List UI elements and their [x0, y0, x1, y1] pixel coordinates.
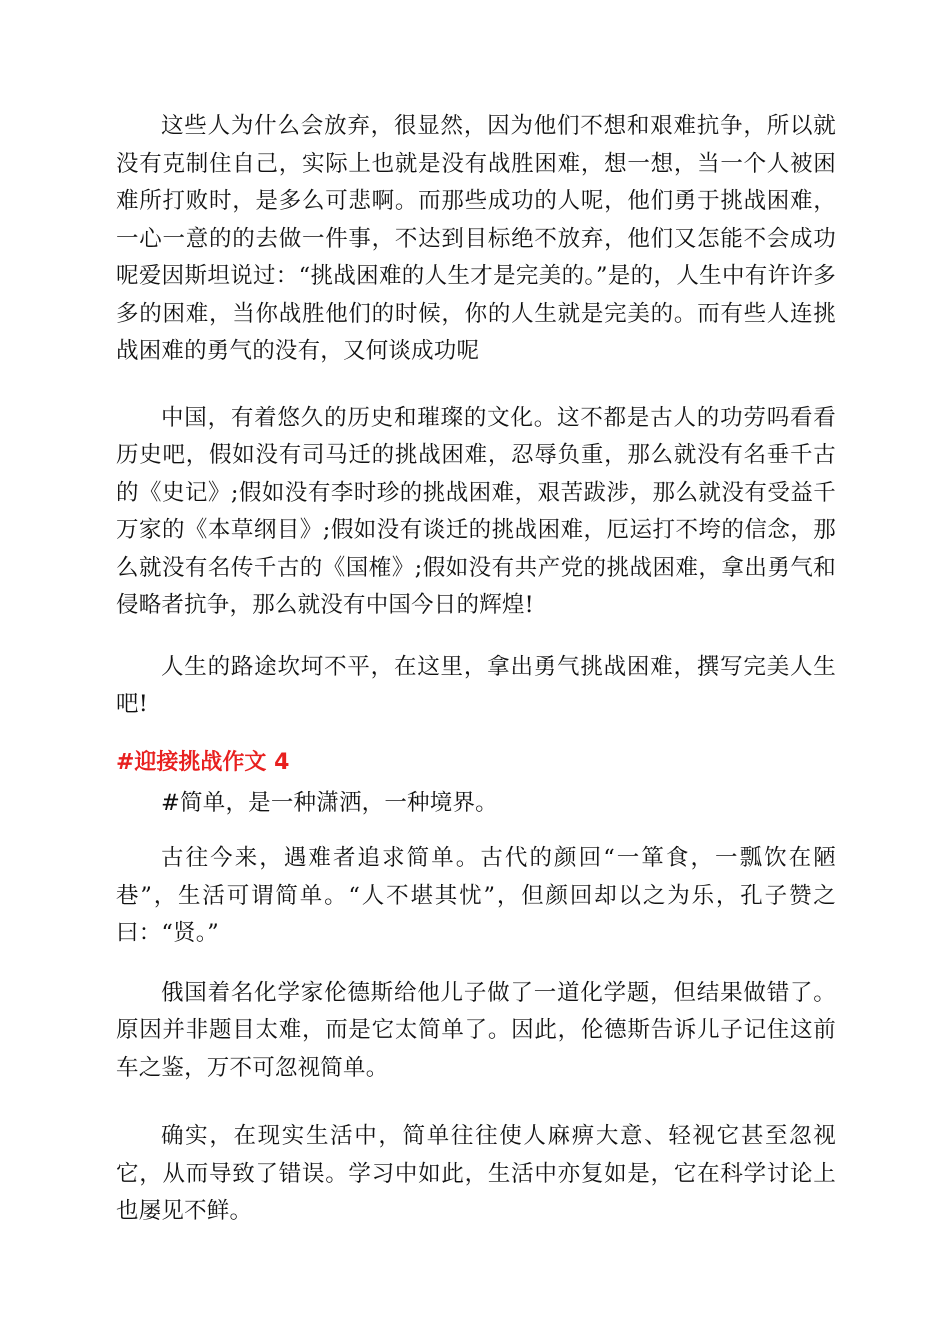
paragraph-give-up: 这些人为什么会放弃，很显然，因为他们不想和艰难抗争，所以就没有克制住自己，实际上也就是没有战胜困难，想一想，当一个人被困难所打败时，是多么可悲啊。而那些成功的人呢，他们勇于挑战困难，一心一意的的去做一件事，不达到目标绝不放弃，他们又怎能不会成功呢爱因斯坦说过：“挑战困难的人生才是完美的。”是的，人生中有许许多多的困难，当你战胜他们的时候，你的人生就是完美的。而有些人连挑战困难的勇气的没有，又何谈成功呢	[116, 113, 836, 364]
paragraph-china-history: 中国，有着悠久的历史和璀璨的文化。这不都是古人的功劳吗看看历史吧，假如没有司马迁的挑战困难，忍辱负重，那么就没有名垂千古的《史记》;假如没有李时珍的挑战困难，艰苦跋涉，那么就没有受益千万家的《本草纲目》;假如没有谈迁的挑战困难，厄运打不垮的信念，那么就没有名传千古的《国榷》;假如没有共产党的挑战困难，拿出勇气和侵略者抗争，那么就没有中国今日的辉煌!	[116, 404, 836, 618]
document-page	[116, 108, 836, 1231]
paragraph-chemist: 俄国着名化学家伦德斯给他儿子做了一道化学题，但结果做错了。原因并非题目太难，而是它太简单了。因此，伦德斯告诉儿子记住这前车之鉴，万不可忽视简单。	[116, 979, 836, 1081]
paragraph-reality: 确实，在现实生活中，简单往往使人麻痹大意、轻视它甚至忽视它，从而导致了错误。学习中如此，生活中亦复如是，它在科学讨论上也屡见不鲜。	[116, 1123, 836, 1224]
paragraph-life-road: 人生的路途坎坷不平，在这里，拿出勇气挑战困难，撰写完美人生吧!	[116, 653, 836, 717]
paragraph-yan-hui: 古往今来，遇难者追求简单。古代的颜回“一箪食，一瓢饮在陋巷”，生活可谓简单。“人不堪其忧”，但颜回却以之为乐，孔子赞之曰：“贤。”	[116, 845, 836, 946]
paragraph-simplicity-intro: #简单，是一种潇洒，一种境界。	[161, 789, 498, 816]
section-heading: #迎接挑战作文 4	[116, 749, 290, 775]
